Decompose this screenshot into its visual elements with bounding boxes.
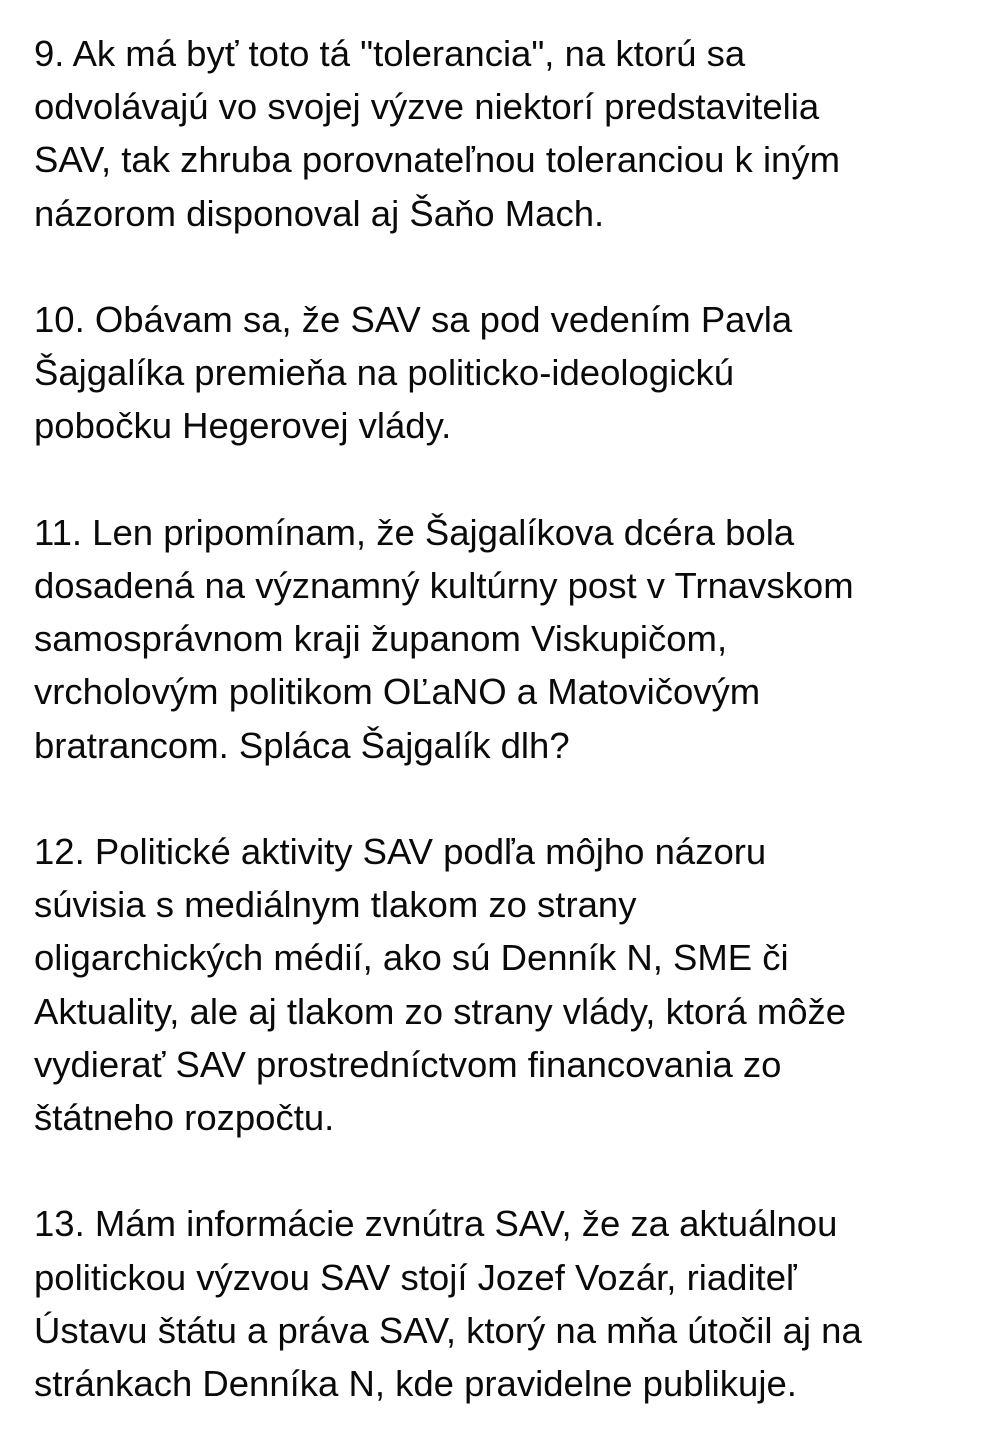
text-line: názorom disponoval aj Šaňo Mach. [34, 192, 605, 234]
text-line: SAV, tak zhruba porovnateľnou toleranciou k iným [34, 139, 841, 181]
paragraph-13 [34, 1197, 984, 1410]
text-line: 12. Politické aktivity SAV podľa môjho názoru [34, 831, 767, 872]
text-line: odvolávajú vo svojej výzve niektorí predstavitelia [34, 86, 820, 128]
paragraph-12 [34, 825, 984, 1144]
text-line: súvisia s mediálnym tlakom zo strany [34, 884, 637, 926]
text-line: dosadená na významný kultúrny post v Trnavskom [34, 565, 854, 606]
text-line: Šajgalíka premieňa na politicko-ideologickú [34, 352, 734, 394]
text-line: politickou výzvou SAV stojí Jozef Vozár, riaditeľ [34, 1256, 797, 1298]
paragraph-11 [34, 506, 984, 772]
text-line: stránkach Denníka N, kde pravidelne publikuje. [34, 1363, 797, 1405]
text-line: Ústavu štátu a práva SAV, ktorý na mňa útočil aj na [34, 1309, 862, 1351]
post-text [34, 27, 984, 1410]
text-line: 11. Len pripomínam, že Šajgalíkova dcéra bola [34, 511, 795, 553]
text-line: štátneho rozpočtu. [34, 1097, 335, 1139]
text-line: oligarchických médií, ako sú Denník N, SME či [34, 937, 789, 979]
text-line: 9. Ak má byť toto tá "tolerancia", na ktorú sa [34, 33, 746, 74]
text-line: pobočku Hegerovej vlády. [34, 405, 452, 447]
text-line: 13. Mám informácie zvnútra SAV, že za aktuálnou [34, 1203, 838, 1245]
text-line: vrcholovým politikom OĽaNO a Matovičovým [34, 671, 761, 713]
text-line: samosprávnom kraji županom Viskupičom, [34, 618, 728, 660]
text-line: Aktuality, ale aj tlakom zo strany vlády, ktorá môže [34, 990, 847, 1032]
text-line: 10. Obávam sa, že SAV sa pod vedením Pavla [34, 299, 793, 340]
text-line: vydierať SAV prostredníctvom financovania zo [34, 1043, 782, 1085]
paragraph-10 [34, 293, 984, 453]
text-line: bratrancom. Spláca Šajgalík dlh? [34, 724, 570, 766]
paragraph-9 [34, 27, 984, 240]
